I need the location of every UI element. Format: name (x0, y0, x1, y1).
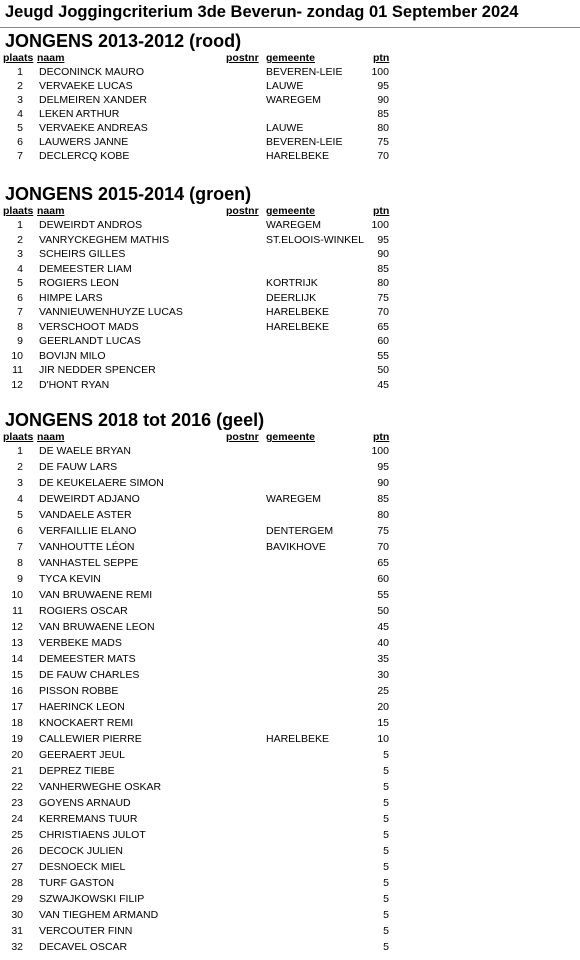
cell-points: 65 (377, 320, 389, 333)
table-row (0, 685, 580, 701)
cell-points: 85 (377, 262, 389, 275)
cell-rank: 25 (11, 829, 23, 841)
cell-points: 20 (377, 701, 389, 713)
table-row (0, 509, 580, 525)
cell-rank: 4 (17, 493, 23, 505)
header-ptn: ptn (373, 431, 390, 443)
cell-name: DESNOECK MIEL (39, 861, 126, 873)
cell-rank: 21 (11, 765, 23, 777)
cell-rank: 29 (11, 893, 23, 905)
cell-points: 95 (377, 233, 389, 246)
header-naam: naam (37, 205, 65, 217)
cell-name: ROGIERS OSCAR (39, 605, 128, 617)
cell-name: VANRYCKEGHEM MATHIS (39, 233, 170, 246)
results-table (0, 66, 580, 164)
cell-municipality: WAREGEM (266, 219, 322, 231)
header-postnr: postnr (226, 205, 259, 217)
cell-rank: 14 (11, 653, 23, 665)
cell-points: 80 (377, 122, 389, 134)
cell-municipality: BEVEREN-LEIE (266, 66, 343, 78)
cell-rank: 26 (11, 845, 23, 857)
column-headers (0, 52, 580, 66)
cell-points: 5 (383, 941, 389, 953)
cell-points: 70 (377, 541, 389, 553)
table-row (0, 122, 580, 136)
table-row (0, 541, 580, 557)
table-row (0, 108, 580, 122)
results-table (0, 219, 580, 393)
cell-points: 100 (371, 66, 389, 78)
table-row (0, 66, 580, 80)
cell-municipality: HARELBEKE (266, 150, 330, 162)
cell-rank: 1 (17, 219, 23, 231)
cell-name: DE FAUW LARS (39, 461, 118, 473)
cell-name: VANHASTEL SEPPE (39, 557, 139, 569)
cell-name: VERVAEKE ANDREAS (39, 122, 148, 134)
table-row (0, 637, 580, 653)
cell-rank: 24 (11, 813, 23, 825)
cell-points: 45 (377, 378, 389, 391)
cell-rank: 7 (17, 150, 23, 162)
cell-rank: 6 (17, 525, 23, 537)
cell-rank: 13 (11, 637, 23, 649)
table-row (0, 909, 580, 925)
cell-rank: 28 (11, 877, 23, 889)
cell-points: 80 (377, 277, 389, 289)
cell-municipality: HARELBEKE (266, 733, 330, 745)
table-row (0, 797, 580, 813)
table-row (0, 150, 580, 164)
cell-rank: 9 (17, 335, 23, 347)
cell-points: 5 (383, 893, 389, 905)
table-row (0, 263, 580, 278)
cell-name: DEWEIRDT ANDROS (39, 219, 143, 231)
table-row (0, 925, 580, 941)
table-row (0, 621, 580, 637)
table-row (0, 669, 580, 685)
cell-rank: 2 (17, 80, 23, 92)
cell-municipality: WAREGEM (266, 94, 322, 106)
cell-points: 45 (377, 621, 389, 633)
cell-name: TYCA KEVIN (39, 573, 101, 585)
table-row (0, 80, 580, 94)
cell-points: 95 (377, 461, 389, 473)
cell-points: 5 (383, 861, 389, 873)
cell-name: GOYENS ARNAUD (39, 797, 131, 809)
cell-points: 80 (377, 509, 389, 521)
table-row (0, 350, 580, 365)
cell-rank: 4 (17, 108, 23, 120)
cell-rank: 5 (17, 277, 23, 289)
cell-municipality: KORTRIJK (266, 277, 318, 289)
cell-name: HAERINCK LEON (39, 701, 125, 713)
title-bar (0, 0, 580, 28)
cell-rank: 12 (11, 621, 23, 633)
cell-rank: 32 (11, 941, 23, 953)
table-row (0, 877, 580, 893)
cell-points: 5 (383, 781, 389, 793)
table-row (0, 749, 580, 765)
cell-name: LAUWERS JANNE (39, 136, 129, 148)
cell-rank: 2 (17, 461, 23, 473)
cell-rank: 19 (11, 733, 23, 745)
cell-points: 25 (377, 685, 389, 697)
header-postnr: postnr (226, 431, 259, 443)
table-row (0, 445, 580, 461)
cell-points: 100 (371, 445, 389, 457)
table-row (0, 136, 580, 150)
cell-municipality: BEVEREN-LEIE (266, 136, 343, 148)
cell-points: 90 (377, 248, 389, 260)
cell-name: DECOCK JULIEN (39, 845, 124, 857)
cell-points: 50 (377, 364, 389, 376)
cell-name: VANDAELE ASTER (39, 509, 132, 521)
cell-points: 75 (377, 525, 389, 537)
table-row (0, 701, 580, 717)
table-row (0, 893, 580, 909)
cell-name: DEWEIRDT ADJANO (39, 493, 140, 505)
table-row (0, 717, 580, 733)
cell-rank: 2 (17, 233, 23, 246)
cell-name: BOVIJN MILO (39, 349, 106, 362)
cell-points: 100 (371, 219, 389, 231)
cell-points: 5 (383, 909, 389, 921)
cell-points: 70 (377, 306, 389, 318)
table-row (0, 292, 580, 307)
cell-name: DECONINCK MAURO (39, 66, 145, 78)
table-row (0, 306, 580, 321)
table-row (0, 941, 580, 957)
header-gemeente: gemeente (266, 205, 316, 217)
cell-rank: 3 (17, 94, 23, 106)
cell-name: LEKEN ARTHUR (39, 108, 120, 120)
table-row (0, 557, 580, 573)
cell-rank: 7 (17, 306, 23, 318)
column-headers (0, 431, 580, 445)
header-naam: naam (37, 52, 65, 64)
cell-rank: 5 (17, 122, 23, 134)
column-headers (0, 205, 580, 219)
table-row (0, 379, 580, 394)
table-row (0, 493, 580, 509)
cell-name: TURF GASTON (39, 877, 115, 889)
cell-points: 30 (377, 669, 389, 681)
table-row (0, 219, 580, 234)
cell-points: 5 (383, 845, 389, 857)
cell-points: 90 (377, 94, 389, 106)
cell-rank: 8 (17, 557, 23, 569)
cell-municipality: LAUWE (266, 80, 304, 92)
cell-municipality: ST.ELOOIS-WINKEL (266, 233, 365, 246)
cell-name: CHRISTIAENS JULOT (39, 829, 146, 841)
cell-name: VERSCHOOT MADS (39, 320, 139, 333)
table-row (0, 813, 580, 829)
cell-municipality: HARELBEKE (266, 320, 330, 333)
cell-name: JIR NEDDER SPENCER (39, 364, 156, 376)
cell-rank: 3 (17, 477, 23, 489)
cell-points: 5 (383, 925, 389, 937)
cell-name: VAN BRUWAENE LEON (39, 621, 155, 633)
table-row (0, 861, 580, 877)
cell-points: 40 (377, 637, 389, 649)
header-gemeente: gemeente (266, 52, 316, 64)
cell-rank: 30 (11, 909, 23, 921)
cell-name: DEMEESTER LIAM (39, 262, 132, 275)
cell-name: DECAVEL OSCAR (39, 941, 128, 953)
cell-rank: 6 (17, 136, 23, 148)
cell-name: DE WAELE BRYAN (39, 445, 131, 457)
table-row (0, 653, 580, 669)
cell-points: 50 (377, 605, 389, 617)
header-ptn: ptn (373, 52, 390, 64)
cell-name: DEPREZ TIEBE (39, 765, 115, 777)
cell-name: DELMEIREN XANDER (39, 94, 147, 106)
cell-points: 5 (383, 765, 389, 777)
cell-name: VAN BRUWAENE REMI (39, 589, 153, 601)
cell-points: 60 (377, 573, 389, 585)
cell-name: VERVAEKE LUCAS (39, 80, 133, 92)
section-title: JONGENS 2018 tot 2016 (geel) (5, 410, 265, 430)
cell-points: 60 (377, 335, 389, 347)
cell-points: 55 (377, 349, 389, 362)
cell-rank: 7 (17, 541, 23, 553)
cell-name: KNOCKAERT REMI (39, 717, 134, 729)
cell-name: DE KEUKELAERE SIMON (39, 477, 164, 489)
cell-rank: 11 (12, 364, 23, 376)
cell-points: 5 (383, 829, 389, 841)
cell-points: 5 (383, 877, 389, 889)
cell-name: KERREMANS TUUR (39, 813, 138, 825)
cell-rank: 1 (17, 445, 23, 457)
page-title: Jeugd Joggingcriterium 3de Beverun- zondag 01 September 2024 (5, 3, 519, 21)
section-title: JONGENS 2013-2012 (rood) (5, 31, 242, 51)
cell-points: 65 (377, 557, 389, 569)
cell-municipality: DEERLIJK (266, 291, 317, 304)
cell-rank: 18 (11, 717, 23, 729)
table-row (0, 461, 580, 477)
cell-rank: 9 (17, 573, 23, 585)
cell-rank: 1 (17, 66, 23, 78)
header-naam: naam (37, 431, 65, 443)
cell-points: 85 (377, 108, 389, 120)
cell-name: SZWAJKOWSKI FILIP (39, 893, 145, 905)
cell-points: 15 (377, 717, 389, 729)
table-row (0, 477, 580, 493)
table-row (0, 589, 580, 605)
table-row (0, 277, 580, 292)
cell-points: 95 (377, 80, 389, 92)
cell-name: VANNIEUWENHUYZE LUCAS (39, 306, 183, 318)
cell-points: 5 (383, 749, 389, 761)
table-row (0, 234, 580, 249)
cell-rank: 6 (17, 291, 23, 304)
section-title: JONGENS 2015-2014 (groen) (5, 184, 252, 204)
cell-rank: 22 (11, 781, 23, 793)
header-plaats: plaats (3, 52, 34, 64)
cell-name: PISSON ROBBE (39, 685, 119, 697)
header-ptn: ptn (373, 205, 390, 217)
cell-rank: 20 (11, 749, 23, 761)
cell-rank: 11 (12, 605, 23, 617)
table-row (0, 829, 580, 845)
cell-rank: 15 (11, 669, 23, 681)
cell-name: D'HONT RYAN (39, 378, 110, 391)
cell-rank: 10 (11, 349, 23, 362)
cell-municipality: DENTERGEM (266, 525, 334, 537)
table-row (0, 733, 580, 749)
cell-name: GEERAERT JEUL (39, 749, 125, 761)
cell-rank: 5 (17, 509, 23, 521)
header-postnr: postnr (226, 52, 259, 64)
cell-name: CALLEWIER PIERRE (39, 733, 142, 745)
cell-points: 55 (377, 589, 389, 601)
results-table (0, 445, 580, 957)
cell-rank: 17 (11, 701, 23, 713)
cell-rank: 27 (11, 861, 23, 873)
cell-name: GEERLANDT LUCAS (39, 335, 141, 347)
cell-rank: 23 (11, 797, 23, 809)
cell-name: VANHERWEGHE OSKAR (39, 781, 162, 793)
table-row (0, 781, 580, 797)
cell-rank: 4 (17, 262, 23, 275)
cell-municipality: HARELBEKE (266, 306, 330, 318)
cell-rank: 10 (11, 589, 23, 601)
cell-rank: 16 (11, 685, 23, 697)
cell-municipality: WAREGEM (266, 493, 322, 505)
cell-points: 85 (377, 493, 389, 505)
cell-points: 5 (383, 797, 389, 809)
cell-points: 5 (383, 813, 389, 825)
cell-name: VERBEKE MADS (39, 637, 122, 649)
table-row (0, 765, 580, 781)
table-row (0, 605, 580, 621)
cell-name: DECLERCQ KOBE (39, 150, 130, 162)
table-row (0, 573, 580, 589)
table-row (0, 335, 580, 350)
cell-name: ROGIERS LEON (39, 277, 119, 289)
cell-name: VERFAILLIE ELANO (39, 525, 137, 537)
header-plaats: plaats (3, 431, 34, 443)
table-row (0, 364, 580, 379)
cell-municipality: BAVIKHOVE (266, 541, 326, 553)
cell-points: 70 (377, 150, 389, 162)
cell-rank: 8 (17, 320, 23, 333)
cell-rank: 3 (17, 248, 23, 260)
cell-name: DEMEESTER MATS (39, 653, 136, 665)
cell-rank: 12 (11, 378, 23, 391)
cell-name: VAN TIEGHEM ARMAND (39, 909, 159, 921)
cell-points: 75 (377, 291, 389, 304)
cell-name: VERCOUTER FINN (39, 925, 133, 937)
cell-name: DE FAUW CHARLES (39, 669, 140, 681)
cell-rank: 31 (11, 925, 23, 937)
cell-points: 90 (377, 477, 389, 489)
cell-points: 75 (377, 136, 389, 148)
table-row (0, 94, 580, 108)
cell-points: 35 (377, 653, 389, 665)
cell-name: HIMPE LARS (39, 291, 103, 304)
table-row (0, 248, 580, 263)
table-row (0, 845, 580, 861)
table-row (0, 321, 580, 336)
header-gemeente: gemeente (266, 431, 316, 443)
cell-name: SCHEIRS GILLES (39, 248, 126, 260)
cell-municipality: LAUWE (266, 122, 304, 134)
header-plaats: plaats (3, 205, 34, 217)
cell-name: VANHOUTTE LÉON (39, 541, 135, 553)
table-row (0, 525, 580, 541)
cell-points: 10 (377, 733, 389, 745)
